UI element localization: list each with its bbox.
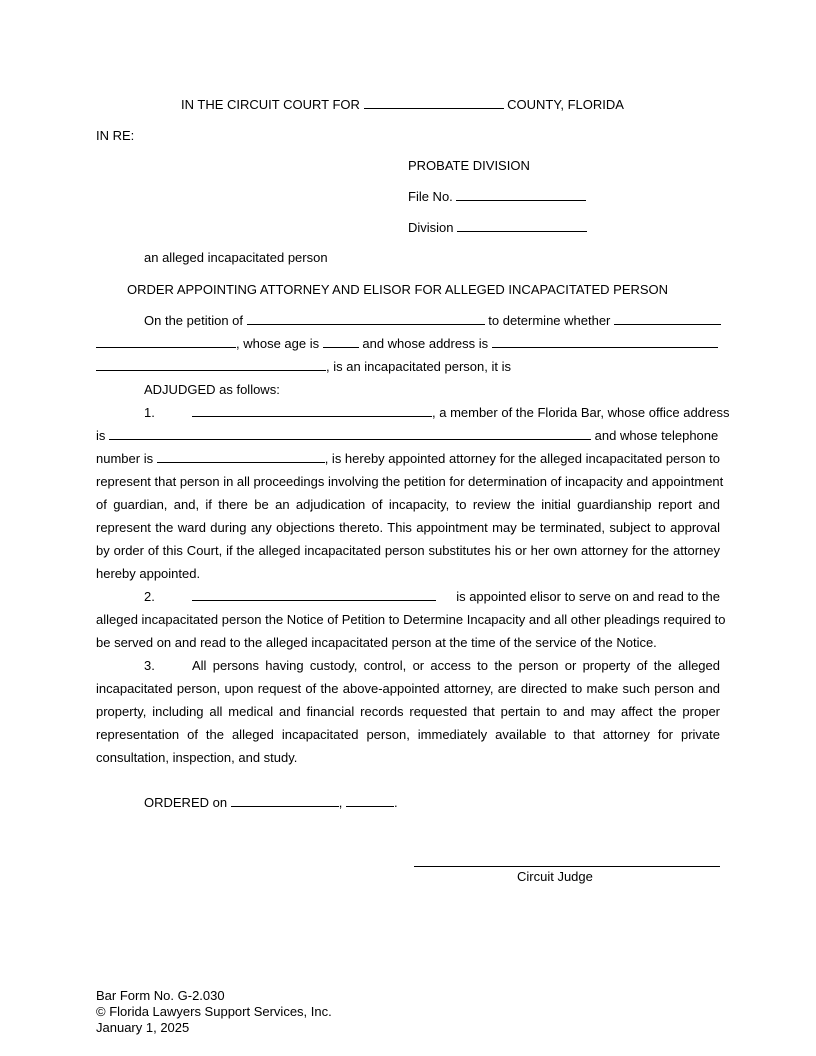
office-address-blank[interactable] — [109, 428, 591, 440]
address-blank-cont[interactable] — [96, 359, 326, 371]
is-incapacitated-text: , is an incapacitated person, it is — [326, 359, 511, 374]
file-no-label: File No. — [408, 189, 453, 204]
para1-line-4: represent that person in all proceedings involving the petition for determination of incapacity and appointment — [96, 474, 724, 489]
ordered-line — [144, 795, 398, 810]
para3-line-2: incapacitated person, upon request of the above-appointed attorney, are directed to make such person and — [96, 681, 720, 696]
adjudged-text: ADJUDGED as follows: — [144, 382, 280, 397]
elisor-name-blank[interactable] — [192, 589, 436, 601]
ordered-period: . — [393, 795, 398, 810]
number-is-text: number is — [96, 451, 154, 466]
division-blank[interactable] — [457, 220, 587, 232]
is-text: is — [96, 428, 106, 443]
para3-line-5: consultation, inspection, and study. — [96, 750, 298, 765]
para1-line-2 — [96, 428, 718, 443]
ordered-label: ORDERED on — [144, 795, 228, 810]
para1-line-6: represent the ward during any objections thereto. This appointment may be terminated, subject to approval — [96, 520, 720, 535]
para1-line-8: hereby appointed. — [96, 566, 201, 581]
address-blank[interactable] — [492, 336, 718, 348]
to-determine-text: to determine whether — [488, 313, 611, 328]
signature-line[interactable] — [414, 866, 720, 867]
ordered-year-blank[interactable] — [346, 795, 394, 807]
para3-line-3: property, including all medical and financial records requested that pertain to and may affect the proper — [96, 704, 720, 719]
probate-division-title: PROBATE DIVISION — [408, 158, 530, 173]
form-date: January 1, 2025 — [96, 1020, 190, 1035]
para2-line-1 — [192, 589, 720, 604]
age-blank[interactable] — [323, 336, 359, 348]
whose-address-text: and whose address is — [362, 336, 489, 351]
petitioner-blank[interactable] — [247, 313, 485, 325]
circuit-judge-label: Circuit Judge — [517, 869, 593, 884]
copyright-notice: © Florida Lawyers Support Services, Inc. — [96, 1004, 332, 1019]
subject-name-blank[interactable] — [614, 313, 721, 325]
para3-number: 3. — [144, 658, 155, 673]
ordered-date-blank[interactable] — [231, 795, 339, 807]
intro-line-3 — [96, 359, 511, 374]
para3-line-4: representation of the alleged incapacitated person, immediately available to that attorney for private — [96, 727, 720, 742]
attorney-name-blank[interactable] — [192, 405, 432, 417]
county-blank[interactable] — [364, 97, 504, 109]
bar-form-number: Bar Form No. G-2.030 — [96, 988, 225, 1003]
court-prefix: IN THE CIRCUIT COURT FOR — [181, 97, 360, 112]
para1-line-7: by order of this Court, if the alleged incapacitated person substitutes his or her own attorney for the attorney — [96, 543, 720, 558]
division-label: Division — [408, 220, 454, 235]
para1-line-5: of guardian, and, if there be an adjudication of incapacity, to review the initial guardianship report and — [96, 497, 720, 512]
form-footer — [96, 988, 332, 1036]
para3-line-1: All persons having custody, control, or access to the person or property of the alleged — [192, 658, 720, 673]
para1-line-3 — [96, 451, 720, 466]
para1-line-1 — [192, 405, 729, 420]
file-no-blank[interactable] — [456, 189, 586, 201]
telephone-blank[interactable] — [157, 451, 325, 463]
file-no-row — [408, 189, 586, 204]
division-row — [408, 220, 587, 235]
para2-line-2: alleged incapacitated person the Notice of Petition to Determine Incapacity and all other pleadings required to — [96, 612, 726, 627]
in-re-label: IN RE: — [96, 128, 135, 143]
para2-number: 2. — [144, 589, 155, 604]
whose-age-text: , whose age is — [236, 336, 320, 351]
elisor-text: is appointed elisor to serve on and read to the — [456, 589, 720, 604]
petition-of-text: On the petition of — [144, 313, 244, 328]
para2-line-3: be served on and read to the alleged incapacitated person at the time of the service of the Notice. — [96, 635, 657, 650]
subject-name-blank-cont[interactable] — [96, 336, 236, 348]
intro-line-1 — [144, 313, 721, 328]
member-text: , a member of the Florida Bar, whose office address — [432, 405, 730, 420]
court-header — [181, 97, 624, 112]
appointed-text: , is hereby appointed attorney for the alleged incapacitated person to — [324, 451, 721, 466]
person-description: an alleged incapacitated person — [144, 250, 328, 265]
document-title: ORDER APPOINTING ATTORNEY AND ELISOR FOR ALLEGED INCAPACITATED PERSON — [127, 282, 669, 297]
para1-number: 1. — [144, 405, 155, 420]
court-suffix: COUNTY, FLORIDA — [507, 97, 624, 112]
telephone-text: and whose telephone — [594, 428, 719, 443]
ordered-comma: , — [338, 795, 343, 810]
intro-line-2 — [96, 336, 718, 351]
